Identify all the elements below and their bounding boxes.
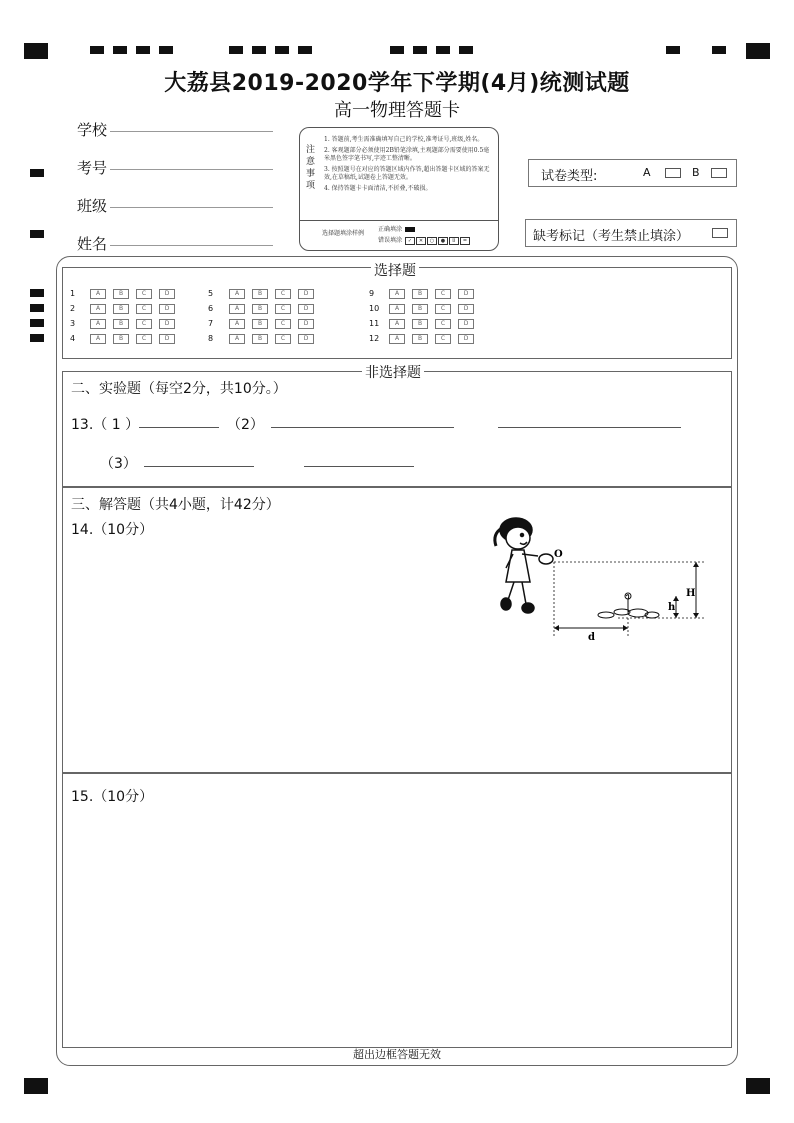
wrong-fill-label: 错误填涂 [378,237,403,244]
q13-answer-line-3b[interactable] [304,466,414,467]
correct-fill-sample [378,224,415,233]
mcq-question-number: 8 [208,334,214,343]
girl-figure [495,518,538,613]
mcq-option-bubble[interactable]: C [435,304,451,314]
q13-part3-label: （3） [100,456,137,472]
mcq-option-bubble[interactable]: A [229,334,245,344]
mcq-option-bubble[interactable]: B [252,319,268,329]
timing-mark [252,46,266,54]
filled-box-icon [405,227,415,232]
mcq-option-bubble[interactable]: D [298,304,314,314]
mcq-option-bubble[interactable]: B [113,334,129,344]
mcq-question-number: 2 [70,304,76,313]
mcq-option-bubble[interactable]: B [412,304,428,314]
q15-label: 15.（10分） [71,789,154,805]
mcq-question-number: 6 [208,304,214,313]
notice-item: 4. 保持答题卡卡面清洁,不折叠,不破损。 [324,185,432,192]
notice-item: 1. 答题前,考生需准确填写自己的学校,准考证号,班级,姓名。 [324,136,484,143]
alignment-mark [746,43,770,59]
q13-answer-line-1[interactable] [139,427,219,428]
mcq-option-bubble[interactable]: C [435,334,451,344]
girl-eye [521,534,524,537]
girl-face [506,527,530,549]
mcq-option-bubble[interactable]: A [389,304,405,314]
timing-mark [30,319,44,327]
page-title: 大荔县2019-2020学年下学期(4月)统测试题 [164,71,630,96]
mcq-option-bubble[interactable]: B [252,304,268,314]
timing-mark [30,334,44,342]
check-mark-icon: ✓ [405,237,415,245]
label-H: H [686,588,696,599]
girl-leg [522,582,526,604]
circle-mark-icon: ○ [427,237,437,245]
timing-mark [459,46,473,54]
mcq-option-bubble[interactable]: D [458,334,474,344]
mcq-option-bubble[interactable]: A [229,319,245,329]
timing-mark [666,46,680,54]
notice-item: 3. 按照题号在对应的答题区域内作答,超出答题卡区域的答案无效,在草稿纸,试题卷上答题无效。 [324,166,490,181]
girl-shoe [501,598,511,610]
mcq-option-bubble[interactable]: A [90,289,106,299]
field-label-name: 姓名 [77,235,108,253]
dash-mark-icon: = [460,237,470,245]
q13-answer-line-3a[interactable] [144,466,254,467]
label-h: h [668,602,676,613]
mcq-option-bubble[interactable]: B [412,289,428,299]
mcq-question-number: 10 [369,304,380,313]
mcq-option-bubble[interactable]: D [458,319,474,329]
mcq-section-title: 选择题 [371,260,419,280]
notice-item: 2. 客观题部分必须使用2B铅笔涂填,主观题部分需要使用0.5毫米黑色签字笔书写,字迹工整清晰。 [324,147,490,162]
timing-mark [30,169,44,177]
mcq-option-bubble[interactable]: D [159,319,175,329]
q13-answer-line-2a[interactable] [271,427,454,428]
dot-mark-icon: ● [438,237,448,245]
mcq-option-bubble[interactable]: C [435,319,451,329]
q14-figure [488,512,718,642]
timing-mark [413,46,427,54]
timing-mark [136,46,150,54]
notice-box [299,127,499,251]
timing-mark [390,46,404,54]
mcq-option-bubble[interactable]: C [435,289,451,299]
mcq-option-bubble[interactable]: D [298,289,314,299]
target-object [598,593,659,618]
mcq-option-bubble[interactable]: A [90,304,106,314]
mcq-question-number: 7 [208,319,214,328]
mcq-option-bubble[interactable]: C [275,304,291,314]
mcq-option-bubble[interactable]: C [136,319,152,329]
mcq-option-bubble[interactable]: A [389,319,405,329]
name-input-line[interactable] [110,245,273,246]
timing-mark [298,46,312,54]
mcq-option-bubble[interactable]: C [136,334,152,344]
mcq-question-number: 9 [369,289,375,298]
class-input-line[interactable] [110,207,273,208]
absent-mark-checkbox[interactable] [712,228,728,238]
mcq-option-bubble[interactable]: A [90,319,106,329]
mcq-option-bubble[interactable]: A [229,289,245,299]
alignment-mark [24,43,48,59]
mcq-question-number: 11 [369,319,380,328]
section2-heading: 二、实验题（每空2分，共10分。） [71,381,287,397]
q13-answer-line-2b[interactable] [498,427,681,428]
mcq-option-bubble[interactable]: D [298,334,314,344]
mcq-option-bubble[interactable]: B [412,334,428,344]
mcq-option-bubble[interactable]: D [298,319,314,329]
mcq-option-bubble[interactable]: D [458,304,474,314]
mcq-option-bubble[interactable]: D [458,289,474,299]
alignment-mark [746,1078,770,1094]
wrong-fill-sample [378,235,470,245]
timing-mark [159,46,173,54]
field-label-class: 班级 [77,197,108,215]
paper-type-option-a-label: A [643,166,651,179]
timing-mark [275,46,289,54]
mcq-option-bubble[interactable]: B [252,334,268,344]
mcq-option-bubble[interactable]: C [275,289,291,299]
section3-heading: 三、解答题（共4小题，计42分） [71,497,280,513]
q15-answer-area[interactable] [62,772,732,1048]
mcq-option-bubble[interactable]: D [159,334,175,344]
exam-number-input-line[interactable] [110,169,273,170]
mcq-option-bubble[interactable]: C [275,319,291,329]
mcq-option-bubble[interactable]: A [229,304,245,314]
mcq-option-bubble[interactable]: C [136,289,152,299]
mcq-option-bubble[interactable]: B [252,289,268,299]
timing-mark [229,46,243,54]
timing-mark [30,230,44,238]
bar-mark-icon: ⌷ [449,237,459,245]
fill-sample-label: 选择题填涂样例 [322,230,365,237]
mcq-option-bubble[interactable]: B [113,319,129,329]
field-label-school: 学校 [77,121,108,139]
cross-mark-icon: ✕ [416,237,426,245]
mcq-option-bubble[interactable]: D [159,289,175,299]
correct-fill-label: 正确填涂 [378,226,403,233]
mcq-question-number: 4 [70,334,76,343]
mcq-option-bubble[interactable]: A [389,289,405,299]
girl-shoe [522,603,534,613]
label-o: O [554,549,563,560]
ring [539,554,553,564]
timing-mark [30,304,44,312]
absent-mark-label: 缺考标记（考生禁止填涂） [533,229,690,244]
timing-mark [712,46,726,54]
timing-mark [30,289,44,297]
mcq-option-bubble[interactable]: B [412,319,428,329]
mcq-option-bubble[interactable]: C [136,304,152,314]
absent-mark-box [525,219,737,247]
mcq-option-bubble[interactable]: D [159,304,175,314]
mcq-question-number: 1 [70,289,76,298]
alignment-mark [24,1078,48,1094]
timing-mark [436,46,450,54]
mcq-option-bubble[interactable]: C [275,334,291,344]
label-d: d [588,632,595,642]
timing-mark [113,46,127,54]
school-input-line[interactable] [110,131,273,132]
notice-items [324,136,494,196]
paper-type-option-b-label: B [692,166,700,179]
mcq-question-number: 12 [369,334,380,343]
mcq-option-bubble[interactable]: B [113,304,129,314]
mcq-option-bubble[interactable]: A [389,334,405,344]
q14-label: 14.（10分） [71,522,154,538]
timing-mark [90,46,104,54]
q13-part1-label: 13.（ 1 ） [71,417,140,433]
field-label-exam-number: 考号 [77,159,108,177]
mcq-question-number: 3 [70,319,76,328]
mcq-option-bubble[interactable]: A [90,334,106,344]
mcq-question-number: 5 [208,289,214,298]
notice-divider [300,220,498,221]
non-mcq-section-title: 非选择题 [362,362,424,382]
girl-leg [508,582,514,600]
page-subtitle: 高一物理答题卡 [334,100,460,121]
mcq-option-bubble[interactable]: B [113,289,129,299]
paper-type-box [528,159,737,187]
q13-part2-label: （2） [227,417,264,433]
paper-type-label: 试卷类型: [541,169,598,184]
paper-type-b-checkbox[interactable] [711,168,727,178]
paper-type-a-checkbox[interactable] [665,168,681,178]
notice-heading: 注意事项 [306,145,316,191]
footer-warning: 超出边框答题无效 [353,1048,441,1061]
